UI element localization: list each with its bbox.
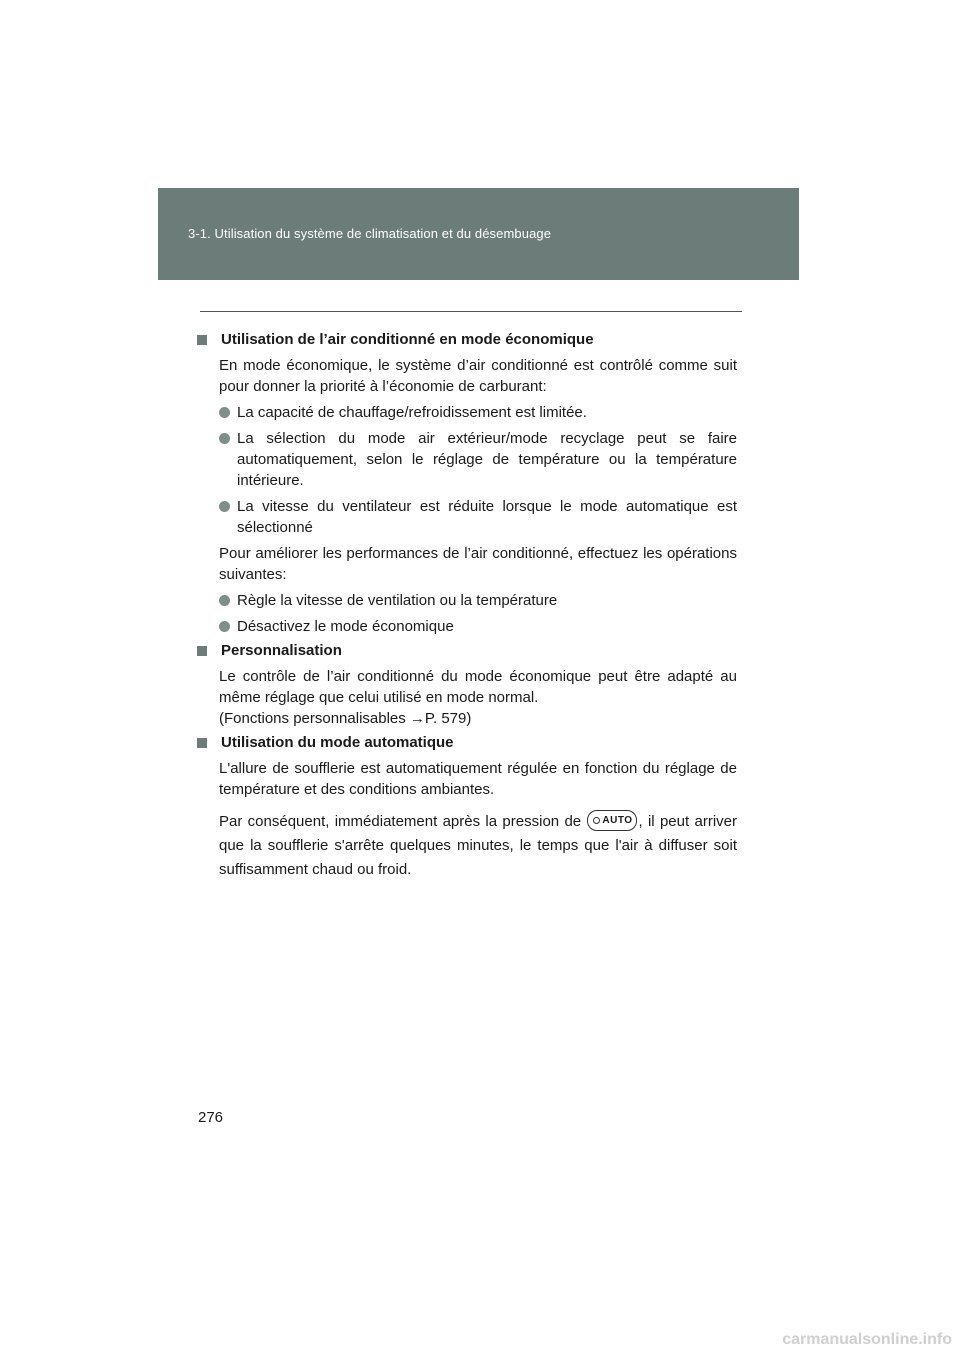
eco-outro: Pour améliorer les performances de l’air conditionné, effectuez les opérations suivantes: (219, 545, 737, 583)
square-bullet-icon (197, 646, 207, 656)
personalization-text: Le contrôle de l’air conditionné du mode économique peut être adapté au même réglage que celui utilisé en mode normal. (Fonctions personnalisables →P. 579) (219, 668, 737, 727)
list-item: La capacité de chauffage/refroidissement est limitée. (219, 402, 737, 423)
top-rule (200, 311, 742, 312)
round-bullet-icon (219, 621, 230, 632)
chapter-title: 3-1. Utilisation du système de climatisation et du désembuage (188, 226, 552, 241)
personalization-ref: (Fonctions personnalisables →P. 579) (219, 710, 472, 727)
square-bullet-icon (197, 335, 207, 345)
list-item: Désactivez le mode économique (219, 616, 737, 637)
section-title-personalization: Personnalisation (197, 640, 737, 661)
round-bullet-icon (219, 501, 230, 512)
auto-text-1: L'allure de soufflerie est automatiquement régulée en fonction du réglage de température et des conditions ambiantes. (219, 760, 737, 798)
list-item: La sélection du mode air extérieur/mode recyclage peut se faire automatiquement, selon le réglage de température ou la température intérieure. (219, 428, 737, 491)
section-title-auto: Utilisation du mode automatique (197, 732, 737, 753)
round-bullet-icon (219, 407, 230, 418)
page-number: 276 (198, 1109, 224, 1126)
eco-intro: En mode économique, le système d’air conditionné est contrôlé comme suit pour donner la priorité à l’économie de carburant: (219, 357, 737, 395)
round-bullet-icon (219, 595, 230, 606)
page-content (197, 326, 737, 882)
list-item: Règle la vitesse de ventilation ou la température (219, 590, 737, 611)
list-item: La vitesse du ventilateur est réduite lorsque le mode automatique est sélectionné (219, 496, 737, 538)
square-bullet-icon (197, 738, 207, 748)
round-bullet-icon (219, 433, 230, 444)
chapter-header (158, 188, 799, 280)
auto-button-icon: AUTO (587, 810, 637, 831)
watermark: carmanualsonline.info (782, 1331, 952, 1348)
section-title-eco: Utilisation de l’air conditionné en mode économique (197, 329, 737, 350)
auto-text-2: Par conséquent, immédiatement après la pression de AUTO , il peut arriver que la soufflerie s'arrête quelques minutes, le temps que l'air à diffuser soit suffisamment chaud ou froid. (219, 810, 737, 882)
